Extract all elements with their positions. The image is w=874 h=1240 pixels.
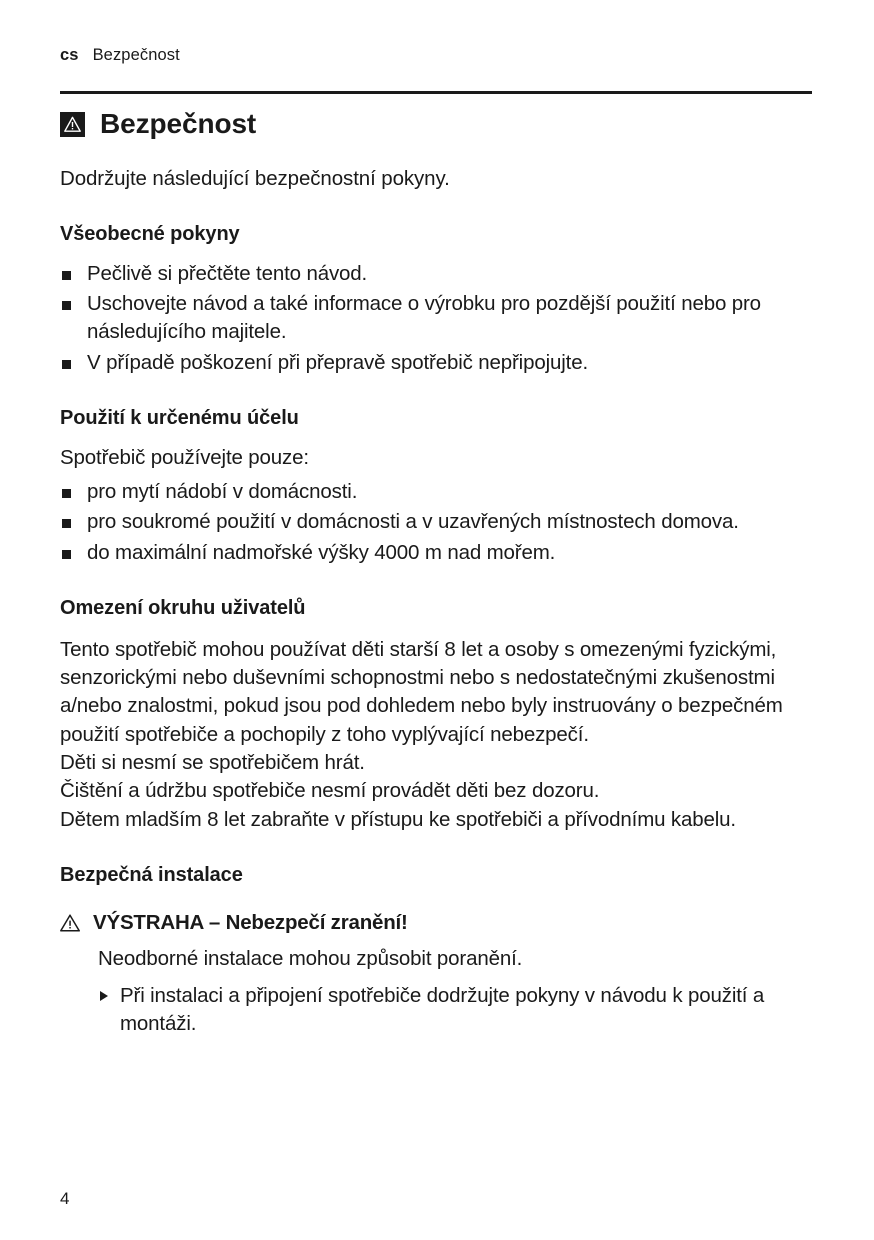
warning-triangle-icon [60, 112, 85, 137]
page-number: 4 [60, 1189, 70, 1208]
header-section-title: Bezpečnost [92, 46, 180, 64]
list-item: Uschovejte návod a také informace o výrobku pro pozdější použití nebo pro následujícího majitele. [60, 290, 812, 347]
warning-heading-row [60, 911, 812, 938]
list-item: V případě poškození při přepravě spotřebič nepřipojujte. [60, 349, 812, 377]
page-title: Bezpečnost [100, 108, 257, 139]
list-item: Při instalaci a připojení spotřebiče dodržujte pokyny v návodu k použití a montáži. [98, 982, 812, 1039]
section-heading-general: Všeobecné pokyny [60, 222, 240, 245]
warning-block [60, 911, 812, 1039]
warning-triangle-outline-icon [60, 914, 80, 938]
user-restrictions-line-1: Děti si nesmí se spotřebičem hrát. [60, 751, 365, 775]
list-item: pro soukromé použití v domácnosti a v uzavřených místnostech domova. [60, 508, 812, 536]
header-language-code: cs [60, 46, 79, 64]
general-instructions-list [60, 260, 812, 377]
running-header [60, 46, 812, 65]
intended-use-list [60, 478, 812, 567]
user-restrictions-paragraph: Tento spotřebič mohou používat děti starší 8 let a osoby s omezenými fyzickými, senzorickými nebo duševními schopnostmi nebo s nedostatečnými zkušenostmi a/nebo znalostmi, pokud jsou pod dohledem nebo byly instruovány o bezpečném použití spotřebiče a pochopily z toho vyplývající nebezpečí. [60, 637, 783, 746]
intended-use-lead: Spotřebič používejte pouze: [60, 445, 309, 469]
section-heading-safe-installation: Bezpečná instalace [60, 863, 243, 886]
chapter-divider [60, 91, 812, 94]
warning-title: VÝSTRAHA – Nebezpečí zranění! [93, 910, 408, 934]
warning-steps-list [98, 982, 812, 1039]
list-item: pro mytí nádobí v domácnosti. [60, 478, 812, 506]
list-item: do maximální nadmořské výšky 4000 m nad mořem. [60, 539, 812, 567]
section-heading-user-restrictions: Omezení okruhu uživatelů [60, 596, 306, 619]
warning-body-text: Neodborné instalace mohou způsobit poranění. [98, 946, 523, 970]
user-restrictions-line-3: Dětem mladším 8 let zabraňte v přístupu ke spotřebiči a přívodnímu kabelu. [60, 807, 736, 831]
section-heading-intended-use: Použití k určenému účelu [60, 406, 299, 429]
user-restrictions-line-2: Čištění a údržbu spotřebiče nesmí provádět děti bez dozoru. [60, 779, 600, 803]
chapter-intro-text: Dodržujte následující bezpečnostní pokyny. [60, 167, 450, 190]
list-item: Pečlivě si přečtěte tento návod. [60, 260, 812, 288]
chapter-title-row [60, 110, 812, 138]
